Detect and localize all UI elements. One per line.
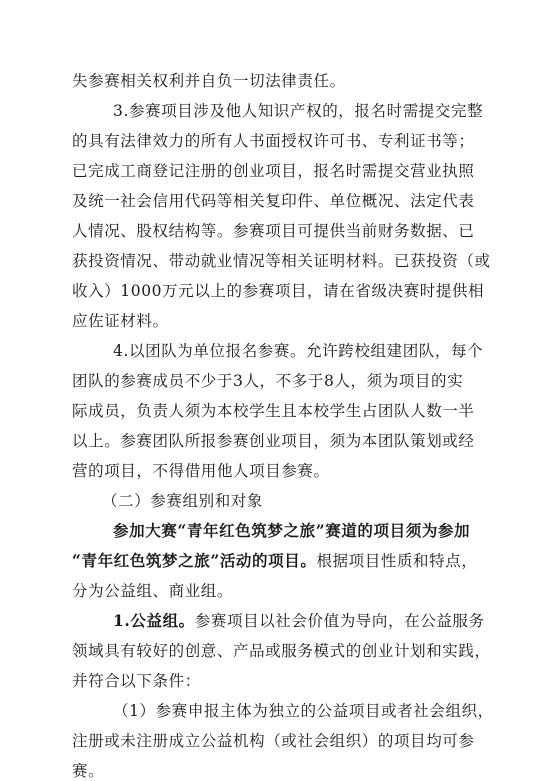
text-line: 并符合以下条件：	[72, 672, 201, 690]
bold-span: “青年红色筑梦之旅”活动的项目。	[72, 551, 317, 570]
text-line: 赛。	[72, 762, 105, 780]
text-line: 际成员，负责人须为本校学生且本校学生占团队人数一半	[72, 402, 475, 420]
text-line-mixed	[72, 551, 477, 571]
text-line: 获投资情况、带动就业情况等相关证明材料。已获投资（或	[72, 252, 491, 270]
normal-span: 参赛项目以社会价值为导向，在公益服务	[194, 612, 485, 630]
text-line-mixed	[113, 611, 485, 631]
text-line: 参加大赛“青年红色筑梦之旅”赛道的项目须为参加	[113, 521, 471, 540]
text-line: （1）参赛申报主体为独立的公益项目或者社会组织，	[113, 702, 494, 720]
text-line: 及统一社会信用代码等相关复印件、单位概况、法定代表	[72, 192, 475, 210]
text-line: 团队的参赛成员不少于3人，不多于8人，须为项目的实	[72, 372, 464, 390]
text-line: 已完成工商登记注册的创业项目，报名时需提交营业执照	[72, 162, 475, 180]
text-line: 领域具有较好的创意、产品或服务模式的创业计划和实践，	[72, 642, 491, 660]
text-line: 失参赛相关权利并自负一切法律责任。	[72, 72, 346, 90]
text-line: 人情况、股权结构等。参赛项目可提供当前财务数据、已	[72, 222, 475, 240]
text-line: 注册或未注册成立公益机构（或社会组织）的项目均可参	[72, 732, 475, 750]
text-line: 的具有法律效力的所有人书面授权许可书、专利证书等；	[72, 132, 475, 150]
text-line: 收入）1000万元以上的参赛项目，请在省级决赛时提供相	[72, 282, 485, 300]
text-line: 以上。参赛团队所报参赛创业项目，须为本团队策划或经	[72, 432, 475, 450]
normal-span: 根据项目性质和特点，	[316, 552, 478, 570]
text-line: 分为公益组、商业组。	[72, 582, 234, 600]
text-line: 4.以团队为单位报名参赛。允许跨校组建团队，每个	[113, 342, 484, 360]
text-line: 营的项目，不得借用他人项目参赛。	[72, 462, 330, 480]
text-line: 应佐证材料。	[72, 312, 169, 330]
section-heading: （二）参赛组别和对象	[102, 492, 264, 510]
text-line: 3.参赛项目涉及他人知识产权的，报名时需提交完整	[113, 102, 484, 120]
bold-span: 1.公益组。	[113, 611, 195, 630]
